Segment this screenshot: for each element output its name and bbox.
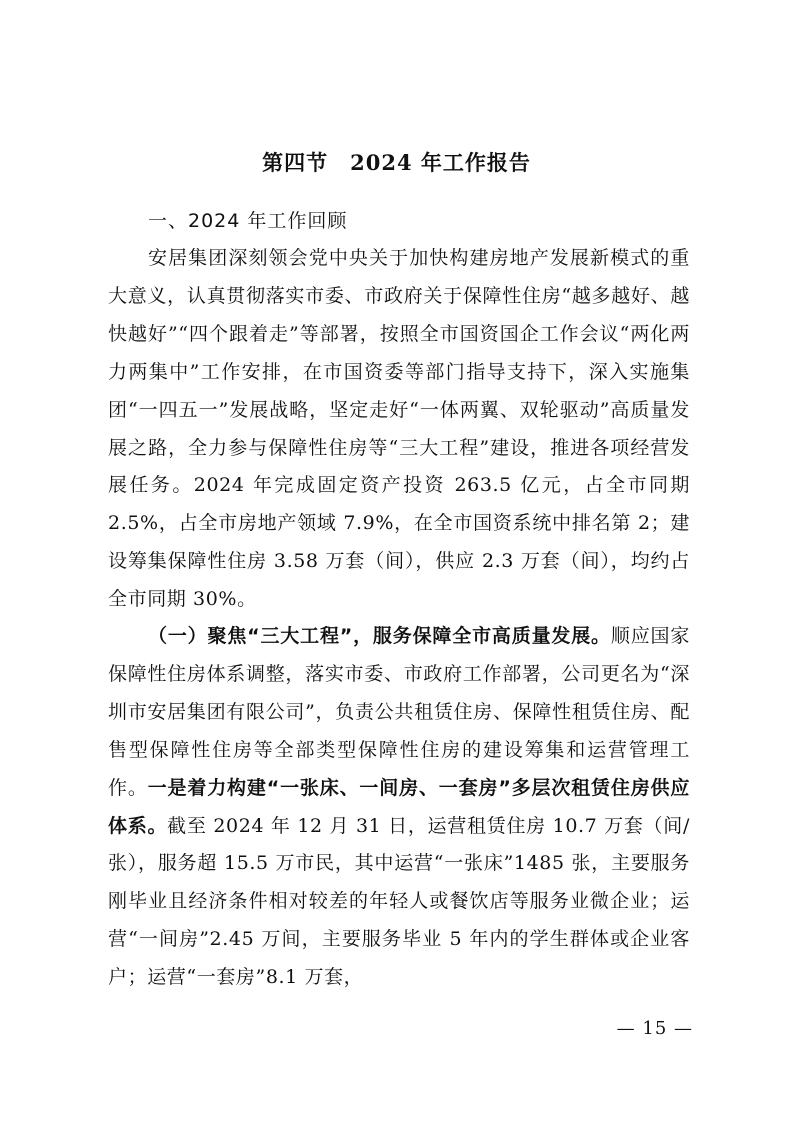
body-paragraph-1: 安居集团深刻领会党中央关于加快构建房地产发展新模式的重大意义，认真贯彻落实市委、市政府关于保障性住房“越多越好、越快越好”“四个跟着走”等部署，按照全市国资国企工作会议“两化两力两集中”工作安排，在市国资委等部门指导支持下，深入实施集团“一四五一”发展战略，坚定走好“一体两翼、双轮驱动”高质量发展之路，全力参与保障性住房等“三大工程”建设，推进各项经营发展任务。2024 年完成固定资产投资 263.5 亿元，占全市同期 2.5%，占全市房地产领域 7.9%，在全市国资系统中排名第 2；建设筹集保障性住房 3.58 万套（间），供应 2.3 万套（间），均约占全市同期 30%。 <box>108 247 690 611</box>
page-title: 第四节 2024 年工作报告 <box>262 150 531 175</box>
body-paragraph-2 <box>108 618 690 997</box>
paragraph-lead-heading: （一）聚焦“三大工程”，服务保障全市高质量发展。 <box>148 625 611 647</box>
paragraph-text: 截至 2024 年 12 月 31 日，运营租赁住房 10.7 万套（间/张），服务超 15.5 万市民，其中运营“一张床”1485 张，主要服务刚毕业且经济条件相对较差的年轻人或餐饮店等服务业微企业；运营“一间房”2.45 万间，主要服务毕业 5 年内的学生群体或企业客户；运营“一套房”8.1 万套， <box>108 814 690 989</box>
paragraph-emphasis: 一是着力构建“一张床、一间房、一套房”多层次租赁住房供应体系。 <box>108 776 690 837</box>
page-number: — 15 — <box>616 1018 693 1039</box>
section-heading: 一、2024 年工作回顾 <box>148 210 348 232</box>
paragraph-text: 顺应国家保障性住房体系调整，落实市委、市政府工作部署，公司更名为“深圳市安居集团有限公司”，负责公共租赁住房、保障性租赁住房、配售型保障性住房等全部类型保障性住房的建设筹集和运营管理工作。 <box>108 625 690 799</box>
